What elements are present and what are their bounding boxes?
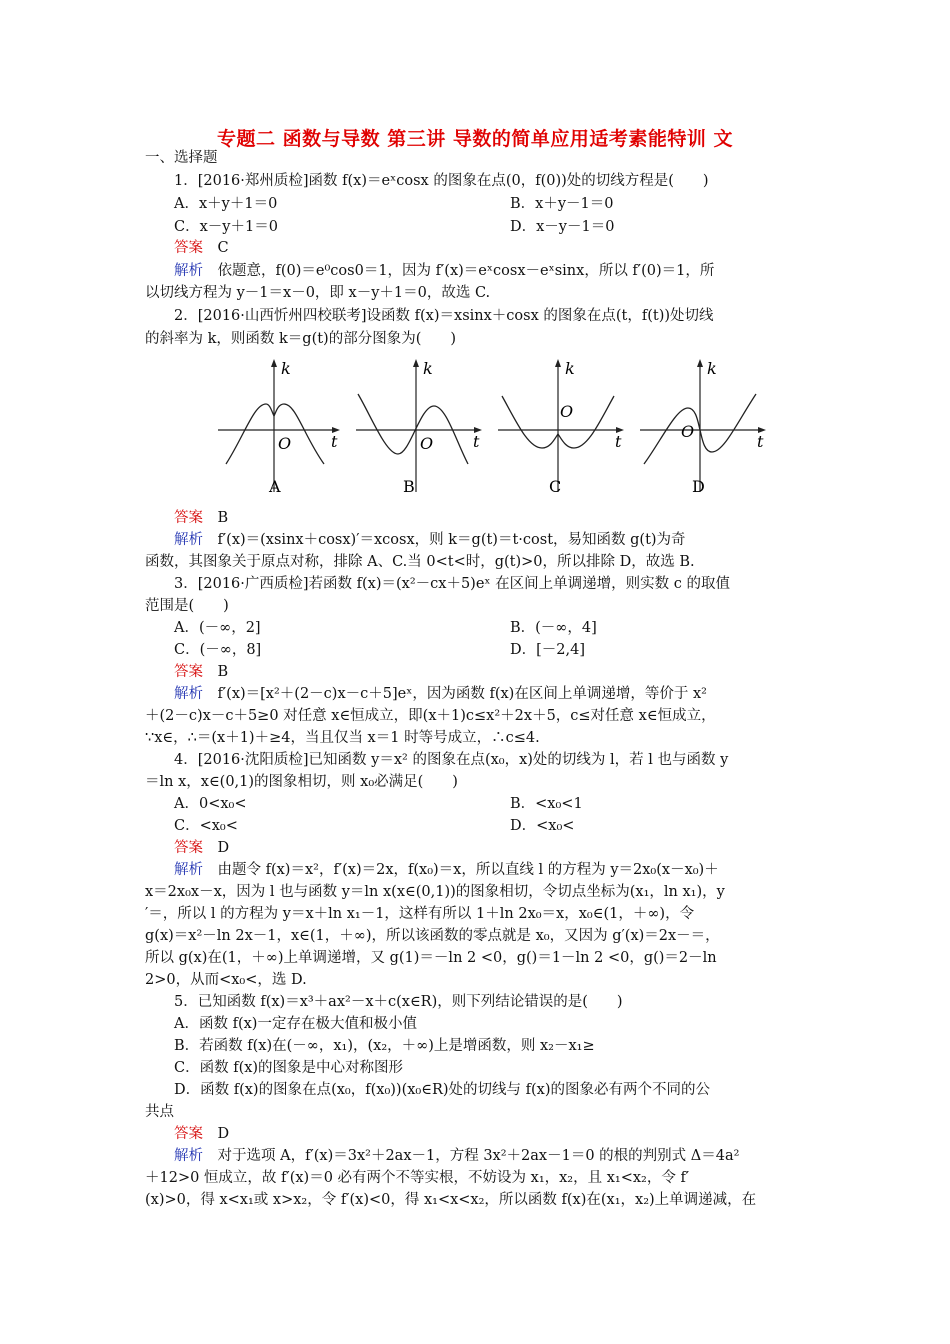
axis-k: k <box>423 359 433 378</box>
q5-analysis-line-1 <box>174 1146 839 1166</box>
axis-t: t <box>331 432 338 451</box>
q2-analysis-line-2: 函数，其图象关于原点对称，排除 A、C.当 0<t<时，g(t)>0，所以排除 D，故选 B. <box>145 554 695 570</box>
axis-k: k <box>707 359 717 378</box>
q5-answer <box>174 1124 839 1144</box>
q1-option-a: A．x＋y＋1＝0 <box>174 196 278 212</box>
answer-label: 答案 <box>174 240 203 256</box>
origin-label: O <box>278 434 292 453</box>
analysis-label: 解析 <box>174 532 203 548</box>
axis-t: t <box>757 432 764 451</box>
q1-option-d: D．x－y－1＝0 <box>510 219 615 235</box>
q2-answer <box>174 508 839 528</box>
q1-option-c: C．x－y＋1＝0 <box>174 219 278 235</box>
answer-label: 答案 <box>174 510 203 526</box>
graph-label-c: C <box>549 477 562 496</box>
q5-option-d-line-2: 共点 <box>145 1104 174 1120</box>
q2-function-graphs-figure <box>206 346 776 502</box>
q1-stem: 1．[2016·郑州质检]函数 f(x)＝eˣcosx 的图象在点(0，f(0))处的切线方程是( ) <box>174 173 709 189</box>
q4-stem-line-1: 4．[2016·沈阳质检]已知函数 y＝x² 的图象在点(x₀，x)处的切线为 l，若 l 也与函数 y <box>174 752 729 768</box>
q3-analysis-line-2: ＋(2－c)x－c＋5≥0 对任意 x∈恒成立，即(x＋1)c≤x²＋2x＋5，c≤对任意 x∈恒成立， <box>145 708 716 724</box>
analysis-text: f′(x)＝[x²＋(2－c)x－c＋5]eˣ，因为函数 f(x)在区间上单调递增，等价于 x² <box>217 686 707 702</box>
q3-option-b: B．(－∞，4] <box>510 620 597 636</box>
origin-label: O <box>681 422 695 441</box>
q4-option-c: C．<x₀< <box>174 818 238 834</box>
analysis-label: 解析 <box>174 862 203 878</box>
q4-analysis-line-4: g(x)＝x²－ln 2x－1，x∈(1，＋∞)，所以该函数的零点就是 x₀，又因为 g′(x)＝2x－＝， <box>145 928 720 944</box>
q2-stem-line-2: 的斜率为 k，则函数 k＝g(t)的部分图象为( ) <box>145 331 457 347</box>
q2-analysis-line-1 <box>174 530 839 550</box>
q4-option-b: B．<x₀<1 <box>510 796 583 812</box>
q5-stem: 5．已知函数 f(x)＝x³＋ax²－x＋c(x∈R)，则下列结论错误的是( ) <box>174 994 623 1010</box>
q5-option-a: A．函数 f(x)一定存在极大值和极小值 <box>174 1016 417 1032</box>
answer-label: 答案 <box>174 840 203 856</box>
analysis-label: 解析 <box>174 1148 203 1164</box>
axis-t: t <box>473 432 480 451</box>
q4-answer <box>174 838 839 858</box>
analysis-text: 由题令 f(x)＝x²，f′(x)＝2x，f(x₀)＝x，所以直线 l 的方程为 y＝2x₀(x－x₀)＋ <box>217 862 719 878</box>
q4-analysis-line-5: 所以 g(x)在(1，＋∞)上单调递增，又 g(1)＝－ln 2 <0，g()＝1－ln 2 <0，g()＝2－ln <box>145 950 717 966</box>
answer-value: B <box>217 510 229 526</box>
q3-stem-line-2: 范围是( ) <box>145 598 229 614</box>
q1-analysis-line-1 <box>174 261 839 281</box>
q5-option-b: B．若函数 f(x)在(－∞，x₁)，(x₂，＋∞)上是增函数，则 x₂－x₁≥ <box>174 1038 595 1054</box>
axis-k: k <box>281 359 291 378</box>
q1-answer <box>174 238 839 258</box>
answer-value: B <box>217 664 229 680</box>
q4-analysis-line-3: ′＝，所以 l 的方程为 y＝x＋ln x₁－1，这样有所以 1＋ln 2x₀＝x，x₀∈(1，＋∞)，令 <box>145 906 695 922</box>
analysis-label: 解析 <box>174 686 203 702</box>
q4-analysis-line-6: 2>0，从而<x₀<，选 D. <box>145 972 307 988</box>
q1-option-b: B．x＋y－1＝0 <box>510 196 614 212</box>
q5-analysis-line-2: ＋12>0 恒成立，故 f′(x)＝0 必有两个不等实根，不妨设为 x₁，x₂，且 x₁<x₂，令 f′ <box>145 1170 690 1186</box>
q4-analysis-line-1 <box>174 860 839 880</box>
q5-option-d-line-1: D．函数 f(x)的图象在点(x₀，f(x₀))(x₀∈R)处的切线与 f(x)的图象必有两个不同的公 <box>174 1082 710 1098</box>
q3-analysis-line-1 <box>174 684 839 704</box>
section-heading: 一、选择题 <box>145 150 218 166</box>
q4-option-a: A．0<x₀< <box>174 796 247 812</box>
q4-option-d: D．<x₀< <box>510 818 575 834</box>
q4-analysis-line-2: x＝2x₀x－x，因为 l 也与函数 y＝ln x(x∈(0,1))的图象相切，令切点坐标为(x₁，ln x₁)，y <box>145 884 725 900</box>
q3-option-c: C．(－∞，8] <box>174 642 262 658</box>
q3-analysis-line-3: ∵x∈，∴＝(x＋1)＋≥4，当且仅当 x＝1 时等号成立，∴c≤4. <box>145 730 540 746</box>
analysis-label: 解析 <box>174 263 203 279</box>
answer-label: 答案 <box>174 1126 203 1142</box>
answer-value: C <box>217 240 229 256</box>
q3-option-a: A．(－∞，2] <box>174 620 261 636</box>
q5-option-c: C．函数 f(x)的图象是中心对称图形 <box>174 1060 404 1076</box>
q5-analysis-line-3: (x)>0，得 x<x₁或 x>x₂，令 f′(x)<0，得 x₁<x<x₂，所以函数 f(x)在(x₁，x₂)上单调递减，在 <box>145 1192 757 1208</box>
answer-value: D <box>217 840 230 856</box>
graph-b <box>356 359 482 496</box>
graph-a <box>218 359 340 496</box>
q1-analysis-line-2: 以切线方程为 y－1＝x－0，即 x－y＋1＝0，故选 C. <box>145 285 491 301</box>
graph-label-a: A <box>269 477 281 496</box>
q4-stem-line-2: ＝ln x，x∈(0,1)的图象相切，则 x₀必满足( ) <box>145 774 458 790</box>
q2-stem-line-1: 2．[2016·山西忻州四校联考]设函数 f(x)＝xsinx＋cosx 的图象在点(t，f(t))处切线 <box>174 308 714 324</box>
graph-label-b: B <box>403 477 415 496</box>
graph-label-d: D <box>692 477 705 496</box>
analysis-text: f′(x)＝(xsinx＋cosx)′＝xcosx，则 k＝g(t)＝t·cost，易知函数 g(t)为奇 <box>217 532 686 548</box>
analysis-text: 依题意，f(0)＝e⁰cos0＝1，因为 f′(x)＝eˣcosx－eˣsinx，所以 f′(0)＝1，所 <box>217 263 715 279</box>
graph-d <box>640 359 766 496</box>
origin-label: O <box>560 402 574 421</box>
answer-value: D <box>217 1126 230 1142</box>
answer-label: 答案 <box>174 664 203 680</box>
origin-label: O <box>420 434 434 453</box>
axis-k: k <box>565 359 575 378</box>
axis-t: t <box>615 432 622 451</box>
q3-option-d: D．[－2,4] <box>510 642 585 658</box>
q3-answer <box>174 662 839 682</box>
page-title: 专题二 函数与导数 第三讲 导数的简单应用适考素能特训 文 <box>217 128 733 150</box>
q3-stem-line-1: 3．[2016·广西质检]若函数 f(x)＝(x²－cx＋5)eˣ 在区间上单调递增，则实数 c 的取值 <box>174 576 731 592</box>
graph-c <box>498 359 624 496</box>
analysis-text: 对于选项 A，f′(x)＝3x²＋2ax－1，方程 3x²＋2ax－1＝0 的根的判别式 Δ＝4a² <box>217 1148 740 1164</box>
